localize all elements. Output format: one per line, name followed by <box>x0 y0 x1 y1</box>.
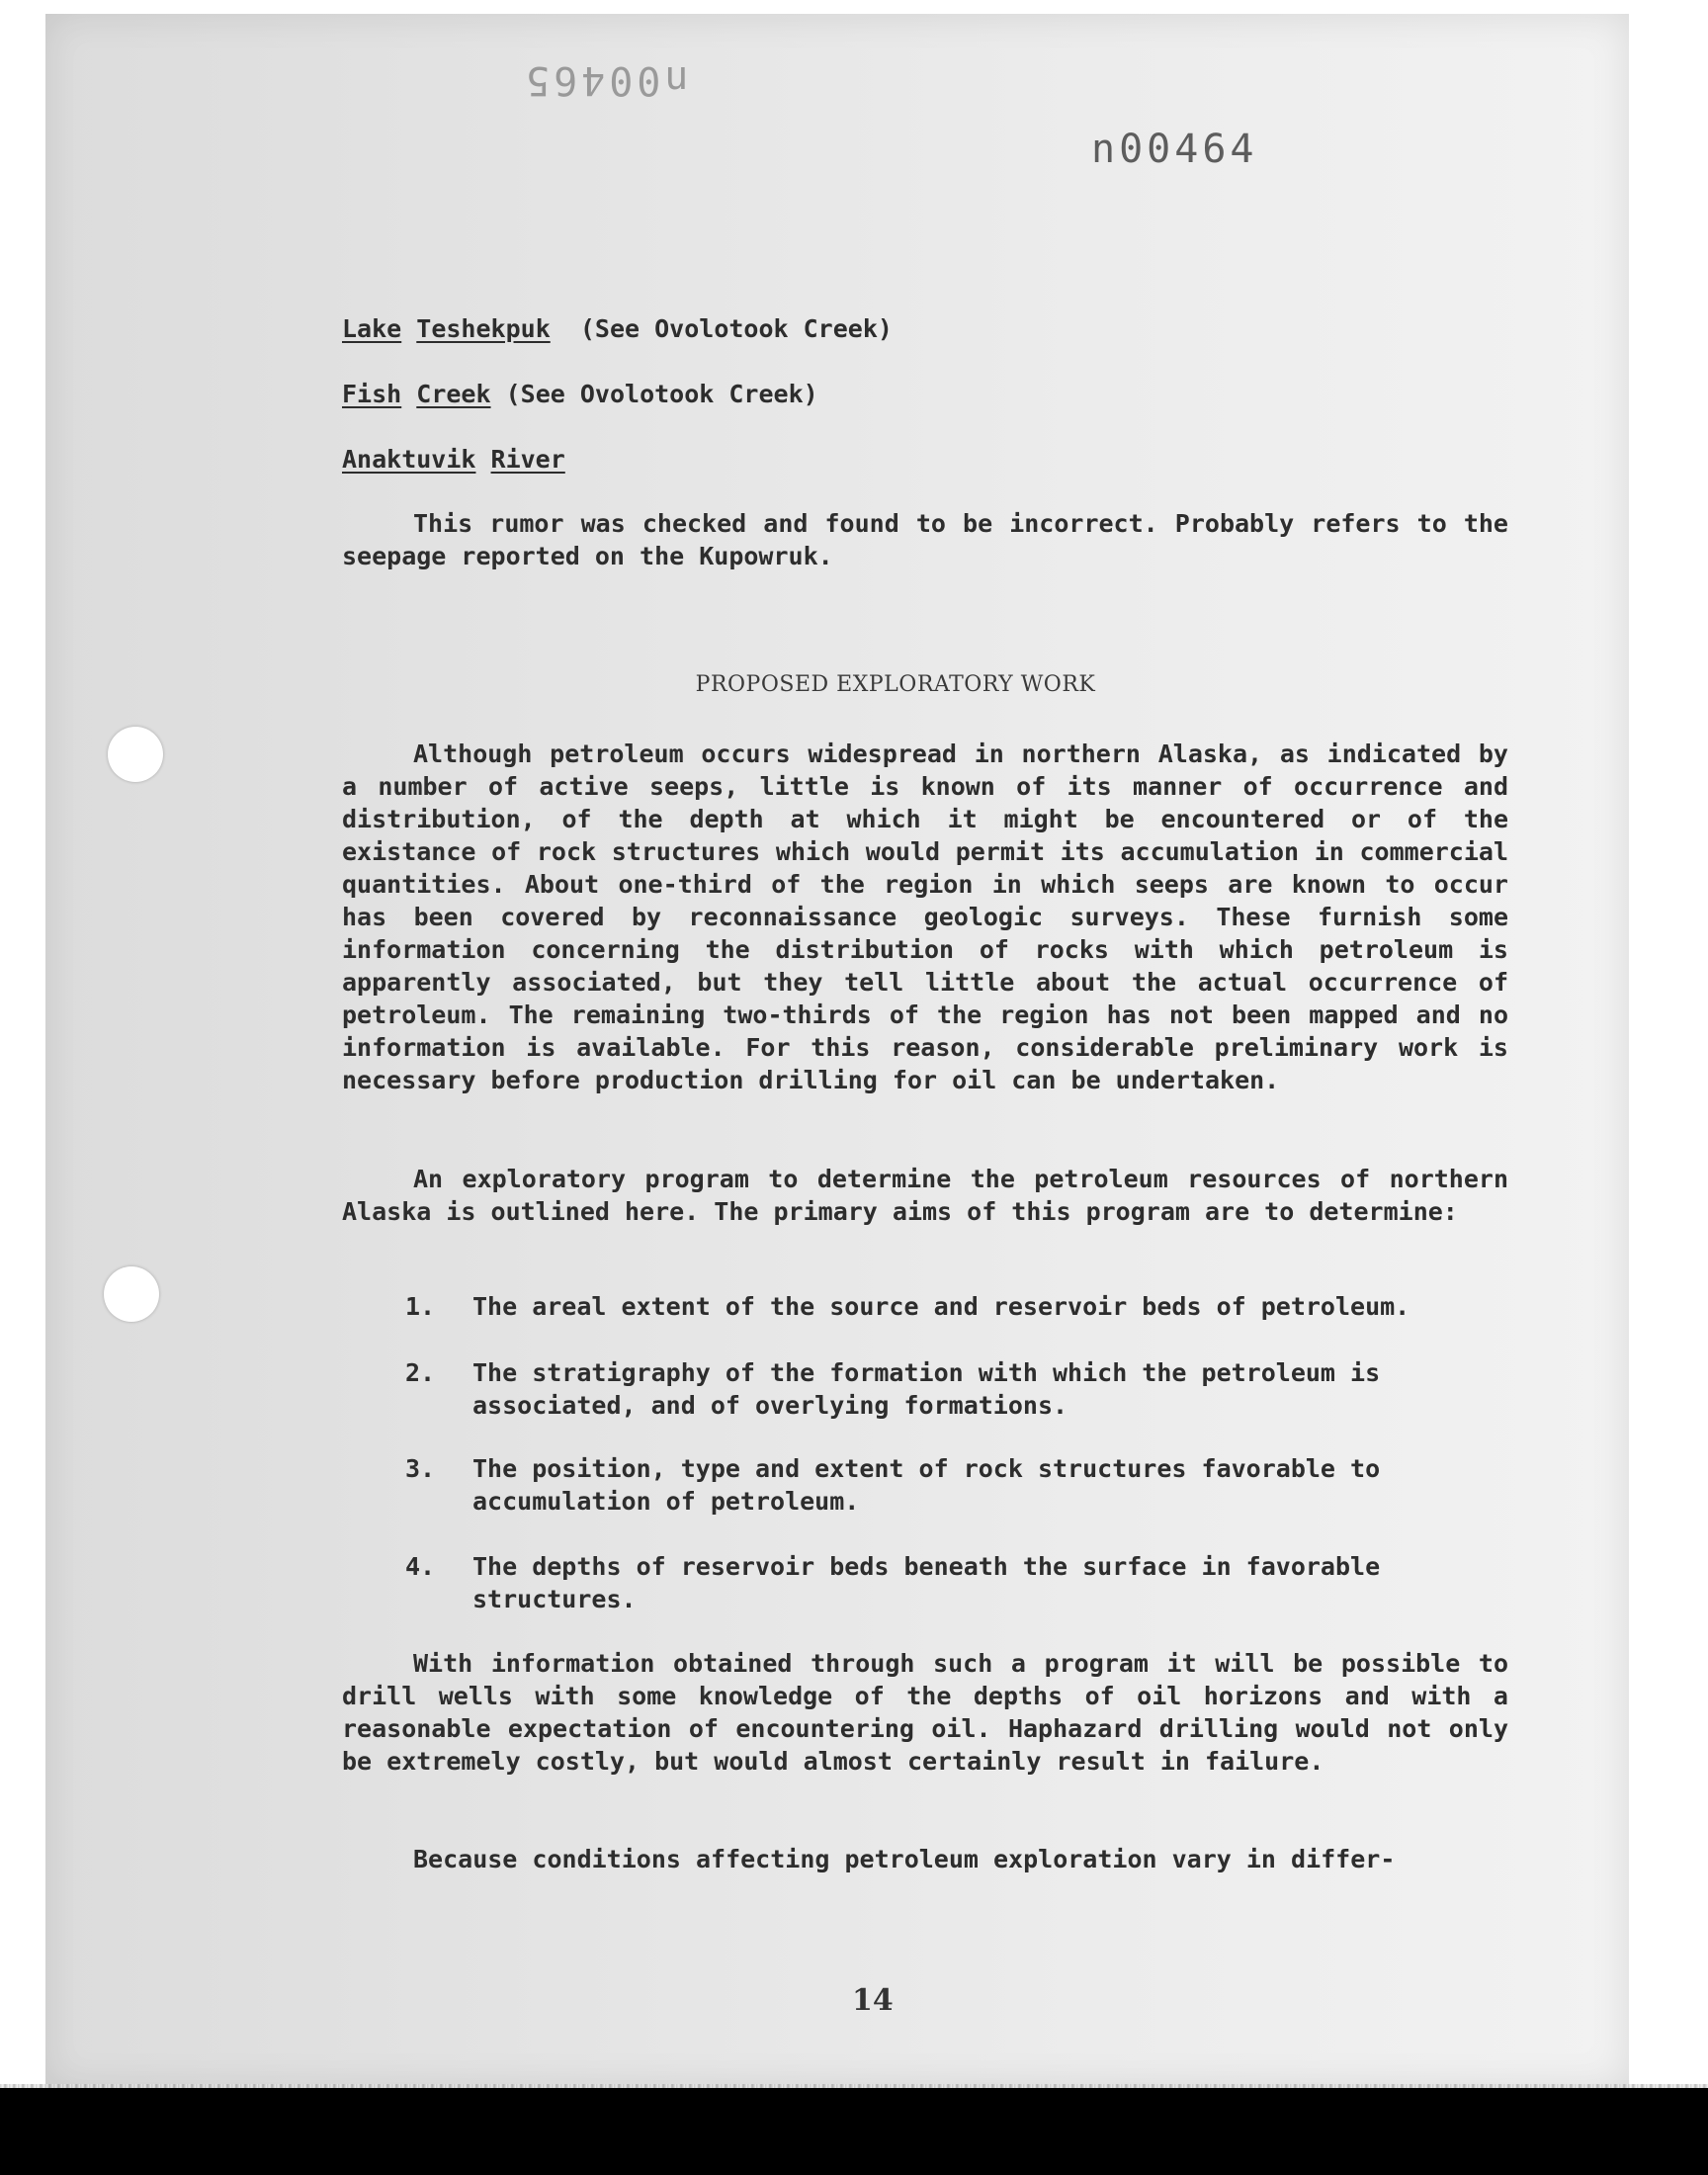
heading-name: Fish <box>342 380 402 408</box>
body-paragraph: With information obtained through such a program it will be possible to drill wells with some knowledge of the depths of oil horizons and with a reasonable expectation of encountering oil. Haphazard drilling would not only be extremely costly, but would almost certainly result in failure. <box>342 1649 1508 1776</box>
heading-fish-creek <box>342 378 818 410</box>
aim-number: 2. <box>405 1358 436 1387</box>
heading-name: Lake <box>342 314 402 343</box>
punch-hole <box>104 1266 159 1322</box>
document-stamp-number: n00464 <box>1091 127 1258 172</box>
aim-text: The depths of reservoir beds beneath the surface in favorable structures. <box>472 1552 1381 1613</box>
scan-bottom-border <box>0 2088 1708 2175</box>
aim-number: 1. <box>405 1292 436 1321</box>
heading-name: Teshekpuk <box>416 314 551 343</box>
aim-number: 4. <box>405 1552 436 1581</box>
aim-text: The position, type and extent of rock structures favorable to accumulation of petroleum. <box>472 1454 1381 1516</box>
body-paragraph: An exploratory program to determine the petroleum resources of northern Alaska is outlined here. The primary aims of this program are to determine: <box>342 1165 1508 1226</box>
heading-note: (See Ovolotook Creek) <box>579 314 893 343</box>
heading-anaktuvik-river <box>342 443 565 476</box>
heading-note: (See Ovolotook Creek) <box>505 380 818 408</box>
aim-number: 3. <box>405 1454 436 1483</box>
punch-hole <box>108 727 163 782</box>
heading-lake-teshekpuk <box>342 312 893 345</box>
aim-text: The areal extent of the source and reservoir beds of petroleum. <box>472 1292 1410 1321</box>
page-number: 14 <box>852 1983 894 2018</box>
heading-name: Creek <box>416 380 491 408</box>
body-paragraph: Although petroleum occurs widespread in northern Alaska, as indicated by a number of active seeps, little is known of its manner of occurrence and distribution, of the depth at which it might be encountered or of the existance of rock structures which would permit its accumulation in commercial quantities. About one-third of the region in which seeps are known to occur has been covered by reconnaissance geologic surveys. These furnish some information concerning the distribution of rocks with which petroleum is apparently associated, but they tell little about the actual occurrence of petroleum. The remaining two-thirds of the region has not been mapped and no information is available. For this reason, considerable preliminary work is necessary before production drilling for oil can be undertaken. <box>342 740 1508 1094</box>
heading-name: Anaktuvik <box>342 445 476 474</box>
section-title: PROPOSED EXPLORATORY WORK <box>695 672 1096 697</box>
rumor-paragraph: This rumor was checked and found to be incorrect. Probably refers to the seepage reported on the Kupowruk. <box>342 509 1508 570</box>
aim-text: The stratigraphy of the formation with which the petroleum is associated, and of overlying formations. <box>472 1358 1381 1420</box>
heading-name: River <box>490 445 565 474</box>
body-paragraph: Because conditions affecting petroleum exploration vary in differ- <box>413 1845 1396 1873</box>
bleedthrough-stamp-number: n00465 <box>522 57 689 103</box>
